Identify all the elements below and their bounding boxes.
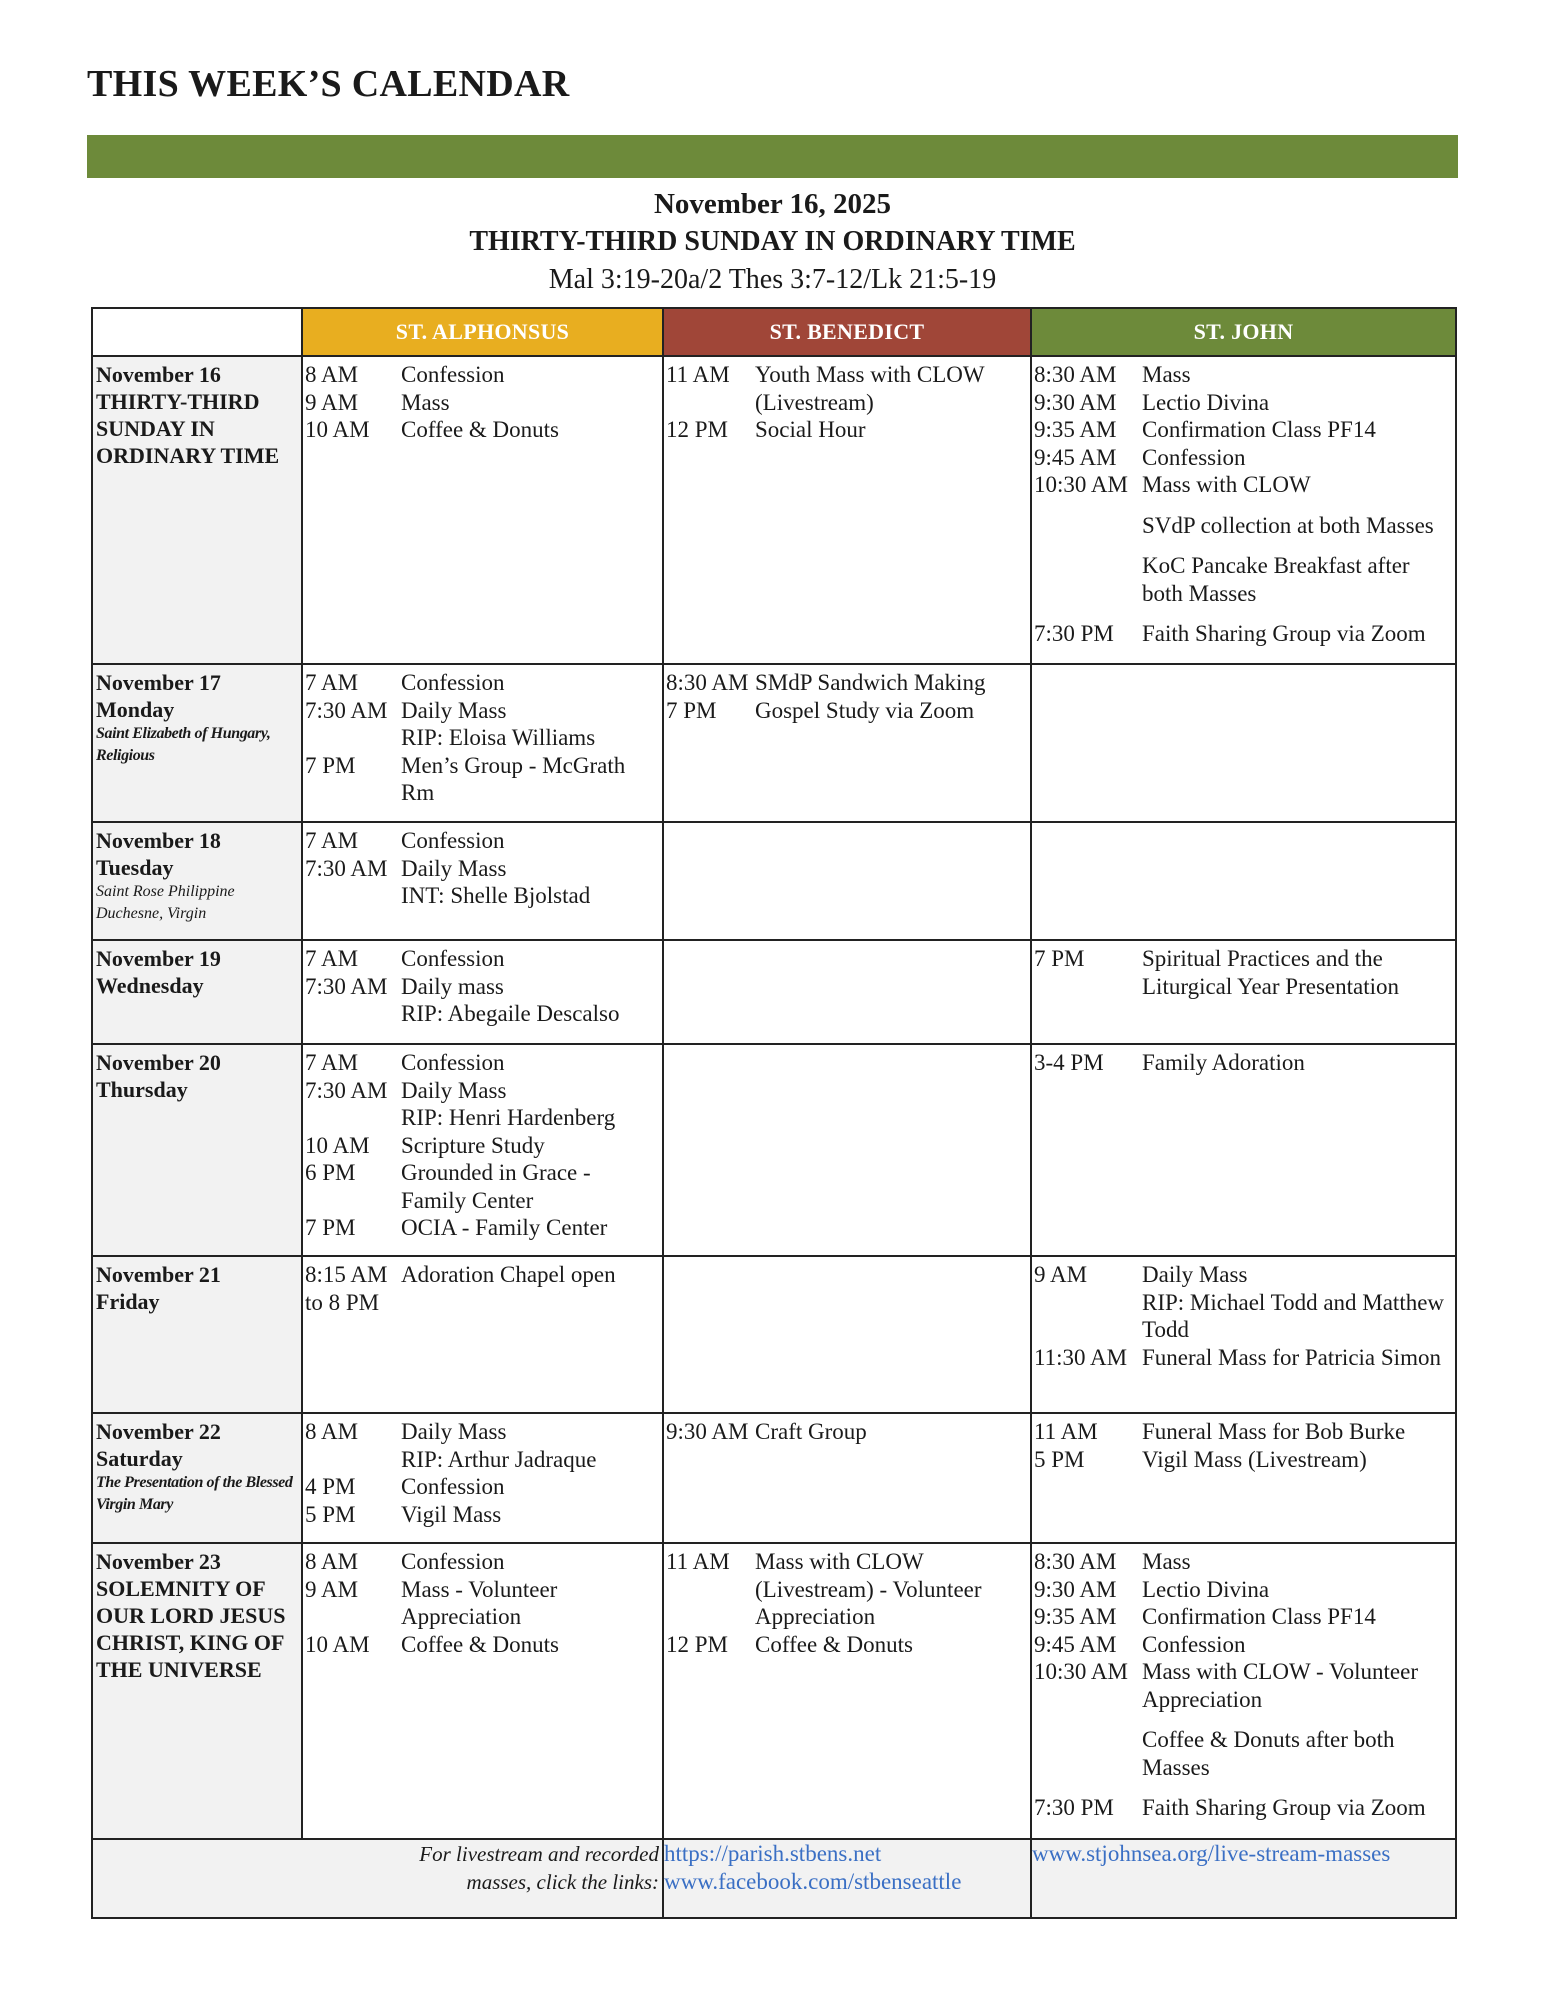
event-item	[305, 1576, 660, 1631]
event-desc: Social Hour	[755, 417, 866, 442]
event-desc: RIP: Abegaile Descalso	[401, 1001, 620, 1026]
events-cell-alphonsus	[302, 1543, 663, 1839]
event-desc: Vigil Mass (Livestream)	[1142, 1446, 1367, 1472]
day-date: November 17	[96, 670, 221, 695]
event-desc: Daily Mass	[401, 1419, 507, 1444]
day-cell	[92, 822, 302, 940]
event-desc: Funeral Mass for Bob Burke	[1142, 1419, 1406, 1444]
event-item	[1034, 1344, 1453, 1372]
event-item	[666, 1548, 1028, 1631]
event-time: 7 PM	[1034, 946, 1085, 971]
event-time: 9 AM	[305, 389, 359, 415]
footer-benedict-links	[663, 1839, 1031, 1918]
event-desc: Faith Sharing Group via Zoom	[1142, 1795, 1426, 1820]
event-desc: Mass	[401, 389, 450, 415]
event-time: 11 AM	[666, 1549, 730, 1574]
event-time: 8 AM	[305, 1549, 359, 1574]
event-desc: Confession	[401, 1549, 505, 1574]
day-date: November 18	[96, 828, 221, 853]
event-item	[1034, 1658, 1453, 1713]
event-item	[305, 1261, 660, 1289]
event-desc: Lectio Divina	[1142, 389, 1270, 415]
event-time	[1034, 512, 1142, 540]
event-time: 10 AM	[305, 1631, 370, 1657]
event-time: 7:30 AM	[305, 855, 388, 881]
day-cell	[92, 1256, 302, 1413]
event-desc: Daily Mass	[401, 697, 507, 723]
event-time: 8:30 AM	[1034, 1549, 1117, 1574]
column-header-benedict: ST. BENEDICT	[663, 308, 1031, 356]
day-feast: Saint Elizabeth of Hungary, Religious	[96, 725, 271, 764]
event-time: 5 PM	[1034, 1446, 1085, 1472]
event-item	[666, 416, 1028, 444]
footer-note-cell	[92, 1839, 663, 1918]
event-desc: Men’s Group - McGrath Rm	[401, 752, 626, 805]
events-cell-benedict	[663, 664, 1031, 822]
event-item	[1034, 1603, 1453, 1631]
day-feast: Saint Rose Philippine Duchesne, Virgin	[96, 883, 235, 922]
event-desc: Confirmation Class PF14	[1142, 417, 1376, 442]
event-time: 12 PM	[666, 1631, 728, 1657]
day-row	[92, 940, 1456, 1044]
event-item	[305, 697, 660, 725]
event-time: 7:30 PM	[1034, 1795, 1114, 1820]
event-time: 7:30 AM	[305, 697, 388, 723]
day-cell	[92, 1413, 302, 1543]
link-benedict-parish[interactable]: https://parish.stbens.net	[664, 1841, 882, 1866]
event-item	[1034, 1794, 1453, 1822]
event-item	[305, 1000, 660, 1028]
event-desc: Youth Mass with CLOW (Livestream)	[755, 362, 985, 415]
event-time	[1034, 1726, 1142, 1781]
event-item	[1034, 1049, 1453, 1077]
day-name: Monday	[96, 697, 175, 722]
day-name: Friday	[96, 1289, 160, 1314]
day-row	[92, 1256, 1456, 1413]
day-date: November 19	[96, 946, 221, 971]
event-time: 9 AM	[1034, 1262, 1088, 1287]
event-item	[305, 973, 660, 1001]
event-item	[1034, 1631, 1453, 1659]
event-item	[1034, 1418, 1453, 1446]
event-time: 7 PM	[666, 697, 717, 723]
calendar-header	[87, 180, 1458, 300]
event-time: 9:45 AM	[1034, 444, 1117, 470]
events-cell-benedict	[663, 822, 1031, 940]
event-item	[305, 1077, 660, 1105]
event-desc: Mass	[1142, 362, 1191, 387]
event-item	[666, 669, 1028, 697]
event-desc: Mass with CLOW - Volunteer Appreciation	[1142, 1659, 1418, 1712]
events-cell-alphonsus	[302, 356, 663, 664]
events-cell-benedict	[663, 940, 1031, 1044]
event-item	[305, 1289, 660, 1317]
event-item	[1034, 552, 1453, 607]
event-desc: Lectio Divina	[1142, 1576, 1270, 1602]
event-time: 4 PM	[305, 1474, 356, 1499]
event-desc: Daily Mass	[401, 1077, 507, 1103]
event-item	[666, 361, 1028, 416]
event-desc: Scripture Study	[401, 1132, 545, 1158]
event-item	[305, 361, 660, 389]
event-time: 9:45 AM	[1034, 1631, 1117, 1657]
events-cell-john	[1031, 822, 1456, 940]
event-item	[305, 1214, 660, 1242]
event-item	[1034, 1446, 1453, 1474]
event-time: 7 AM	[305, 670, 359, 695]
event-item	[305, 827, 660, 855]
event-item	[305, 1446, 660, 1474]
event-item	[305, 1631, 660, 1659]
events-cell-john	[1031, 1256, 1456, 1413]
day-name: SOLEMNITY OF OUR LORD JESUS CHRIST, KING OF THE UNIVERSE	[96, 1576, 286, 1682]
header-date: November 16, 2025	[653, 188, 892, 220]
events-cell-john	[1031, 1413, 1456, 1543]
header-occasion: THIRTY-THIRD SUNDAY IN ORDINARY TIME	[469, 226, 1076, 257]
event-desc: KoC Pancake Breakfast after both Masses	[1142, 553, 1410, 606]
event-desc: Daily Mass	[401, 855, 507, 881]
calendar-table	[91, 307, 1457, 1919]
event-desc: Daily Mass	[1142, 1262, 1248, 1287]
event-desc: Mass with CLOW (Livestream) - Volunteer Appreciation	[755, 1549, 982, 1629]
event-desc: Confession	[401, 362, 505, 387]
footer-note: For livestream and recorded masses, click the links:	[419, 1842, 659, 1894]
event-desc: OCIA - Family Center	[401, 1215, 608, 1240]
event-desc: Confession	[401, 1474, 505, 1499]
event-item	[305, 1159, 660, 1214]
footer-john-link	[1031, 1839, 1456, 1918]
events-cell-john	[1031, 664, 1456, 822]
day-cell	[92, 664, 302, 822]
day-row	[92, 1413, 1456, 1543]
event-desc: Coffee & Donuts	[401, 1631, 560, 1657]
events-cell-alphonsus	[302, 940, 663, 1044]
event-time	[305, 882, 401, 910]
event-time: 9:30 AM	[1034, 389, 1117, 415]
events-cell-benedict	[663, 1413, 1031, 1543]
day-date: November 16	[96, 362, 221, 387]
events-cell-benedict	[663, 1543, 1031, 1839]
event-desc: Confirmation Class PF14	[1142, 1604, 1376, 1629]
event-time: 9:30 AM	[1034, 1576, 1117, 1602]
event-item	[305, 855, 660, 883]
event-item	[305, 882, 660, 910]
event-desc: Confession	[401, 946, 505, 971]
header-bar	[87, 135, 1458, 178]
event-time: 7:30 AM	[305, 973, 388, 999]
event-desc: Coffee & Donuts after both Masses	[1142, 1727, 1395, 1780]
event-time: 3-4 PM	[1034, 1050, 1104, 1075]
event-desc: Confession	[401, 670, 505, 695]
day-name: Wednesday	[96, 973, 204, 998]
link-benedict-facebook[interactable]: www.facebook.com/stbenseattle	[664, 1869, 962, 1894]
events-cell-alphonsus	[302, 822, 663, 940]
event-desc: Adoration Chapel open	[401, 1262, 616, 1287]
event-time: 11:30 AM	[1034, 1344, 1128, 1370]
event-item	[1034, 1261, 1453, 1289]
event-desc: Spiritual Practices and the Liturgical Year Presentation	[1142, 946, 1399, 999]
event-desc: Craft Group	[755, 1419, 867, 1444]
event-desc: Confession	[401, 828, 505, 853]
events-cell-john	[1031, 940, 1456, 1044]
event-item	[666, 1418, 1028, 1446]
day-row	[92, 1543, 1456, 1839]
event-time: 7 AM	[305, 946, 359, 971]
event-item	[305, 416, 660, 444]
event-time: 10 AM	[305, 1132, 370, 1158]
event-desc	[401, 1289, 660, 1317]
page-title: THIS WEEK’S CALENDAR	[87, 63, 570, 105]
event-time: 7 AM	[305, 828, 359, 853]
event-time: 9:35 AM	[1034, 1604, 1117, 1629]
event-time: 12 PM	[666, 417, 728, 442]
event-time	[1034, 1289, 1142, 1344]
event-desc: Gospel Study via Zoom	[755, 697, 975, 723]
day-row	[92, 356, 1456, 664]
events-cell-alphonsus	[302, 664, 663, 822]
day-date: November 23	[96, 1549, 221, 1574]
event-time: 8:30 AM	[1034, 362, 1117, 387]
event-item	[1034, 1726, 1453, 1781]
event-desc: RIP: Arthur Jadraque	[401, 1446, 597, 1472]
event-time: 11 AM	[666, 362, 730, 387]
day-row	[92, 664, 1456, 822]
events-cell-john	[1031, 356, 1456, 664]
event-item	[305, 724, 660, 752]
event-desc: Vigil Mass	[401, 1501, 502, 1527]
event-desc: Family Adoration	[1142, 1050, 1305, 1075]
event-item	[1034, 945, 1453, 1000]
event-item	[305, 1049, 660, 1077]
day-cell	[92, 356, 302, 664]
event-time: 9 AM	[305, 1576, 359, 1602]
event-desc: Grounded in Grace - Family Center	[401, 1160, 591, 1213]
event-item	[1034, 512, 1453, 540]
events-cell-john	[1031, 1543, 1456, 1839]
day-name: Saturday	[96, 1446, 183, 1471]
event-desc: SVdP collection at both Masses	[1142, 512, 1434, 538]
event-desc: INT: Shelle Bjolstad	[401, 883, 591, 908]
event-desc: RIP: Henri Hardenberg	[401, 1105, 616, 1130]
event-time	[305, 1446, 401, 1474]
event-item	[305, 1104, 660, 1132]
event-desc: Daily mass	[401, 973, 504, 999]
event-item	[1034, 620, 1453, 648]
event-time: 7 AM	[305, 1050, 359, 1075]
event-item	[305, 1473, 660, 1501]
column-header-john: ST. JOHN	[1031, 308, 1456, 356]
event-time: 9:30 AM	[666, 1419, 749, 1444]
day-date: November 20	[96, 1050, 221, 1075]
event-item	[1034, 1289, 1453, 1344]
day-row	[92, 1044, 1456, 1256]
day-cell	[92, 1543, 302, 1839]
event-time: 8:30 AM	[666, 670, 749, 695]
events-cell-john	[1031, 1044, 1456, 1256]
events-cell-alphonsus	[302, 1413, 663, 1543]
day-feast: The Presentation of the Blessed Virgin Mary	[96, 1474, 293, 1513]
event-desc: SMdP Sandwich Making	[755, 670, 986, 695]
event-time: 10:30 AM	[1034, 472, 1128, 497]
event-item	[1034, 416, 1453, 444]
day-name: THIRTY-THIRD SUNDAY IN ORDINARY TIME	[96, 389, 280, 468]
events-cell-benedict	[663, 1256, 1031, 1413]
event-item	[305, 1548, 660, 1576]
event-time: 11 AM	[1034, 1419, 1098, 1444]
event-item	[666, 1631, 1028, 1659]
event-time: 7:30 AM	[305, 1077, 388, 1103]
header-readings: Mal 3:19-20a/2 Thes 3:7-12/Lk 21:5-19	[548, 264, 997, 295]
event-desc: Confession	[401, 1050, 505, 1075]
event-time: 7:30 PM	[1034, 621, 1114, 646]
column-header-row	[92, 308, 1456, 356]
event-item	[1034, 444, 1453, 472]
link-john-livestream[interactable]: www.stjohnsea.org/live-stream-masses	[1032, 1841, 1391, 1866]
event-desc: RIP: Eloisa Williams	[401, 725, 596, 750]
event-time	[1034, 552, 1142, 607]
event-item	[666, 697, 1028, 725]
events-cell-benedict	[663, 356, 1031, 664]
event-item	[305, 1132, 660, 1160]
event-desc: Confession	[1142, 444, 1246, 470]
event-desc: Confession	[1142, 1631, 1246, 1657]
day-cell	[92, 1044, 302, 1256]
events-cell-alphonsus	[302, 1044, 663, 1256]
event-item	[1034, 1548, 1453, 1576]
day-date: November 21	[96, 1262, 221, 1287]
event-desc: Mass	[1142, 1549, 1191, 1574]
event-time: 8 AM	[305, 362, 359, 387]
event-time: 8 AM	[305, 1419, 359, 1444]
event-desc: Coffee & Donuts	[755, 1631, 914, 1657]
day-name: Thursday	[96, 1077, 188, 1102]
day-date: November 22	[96, 1419, 221, 1444]
event-time: 10:30 AM	[1034, 1659, 1128, 1684]
day-name: Tuesday	[96, 855, 174, 880]
event-item	[305, 669, 660, 697]
day-row	[92, 822, 1456, 940]
event-desc: Funeral Mass for Patricia Simon	[1142, 1344, 1441, 1370]
event-item	[1034, 1576, 1453, 1604]
event-desc: RIP: Michael Todd and Matthew Todd	[1142, 1289, 1445, 1342]
event-item	[305, 945, 660, 973]
event-time: 7 PM	[305, 752, 356, 778]
event-desc: Mass with CLOW	[1142, 472, 1311, 497]
event-desc: Mass - Volunteer Appreciation	[401, 1576, 558, 1629]
column-header-alphonsus: ST. ALPHONSUS	[302, 308, 663, 356]
event-item	[305, 1501, 660, 1529]
event-time: 7 PM	[305, 1215, 356, 1240]
event-time: to 8 PM	[305, 1289, 380, 1315]
event-item	[305, 1418, 660, 1446]
event-time: 9:35 AM	[1034, 417, 1117, 442]
event-item	[305, 752, 660, 807]
event-time: 5 PM	[305, 1501, 356, 1527]
event-item	[1034, 361, 1453, 389]
event-item	[305, 389, 660, 417]
event-item	[1034, 389, 1453, 417]
events-cell-alphonsus	[302, 1256, 663, 1413]
event-desc: Coffee & Donuts	[401, 417, 560, 442]
event-time: 8:15 AM	[305, 1262, 388, 1287]
events-cell-benedict	[663, 1044, 1031, 1256]
corner-cell	[92, 308, 302, 356]
event-time	[305, 1104, 401, 1132]
event-time	[305, 724, 401, 752]
footer-row	[92, 1839, 1456, 1918]
event-time: 6 PM	[305, 1160, 356, 1185]
event-time: 10 AM	[305, 417, 370, 442]
event-desc: Faith Sharing Group via Zoom	[1142, 621, 1426, 646]
day-cell	[92, 940, 302, 1044]
event-time	[305, 1000, 401, 1028]
event-item	[1034, 471, 1453, 499]
